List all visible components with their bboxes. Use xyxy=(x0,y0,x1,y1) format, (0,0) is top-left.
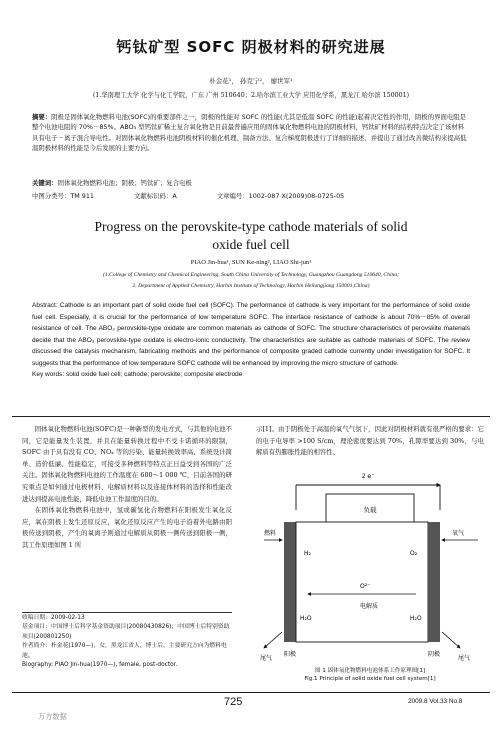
keywords-en xyxy=(32,369,470,381)
class-number: 中图分类号：TM 911 xyxy=(32,192,94,200)
abstract-en-label: Abstract: xyxy=(32,302,58,309)
affiliation-cn: (1.华南理工大学 化学与化工学院，广东 广州 510640；2.哈尔滨工业大学 应用化学系，黑龙江 哈尔滨 150001) xyxy=(92,92,410,99)
electrolyte-layer xyxy=(296,522,428,642)
keywords-en-text: solid oxide fuel cell; cathode; perovskite; composite electrode xyxy=(65,371,243,378)
body-right-column xyxy=(256,424,484,459)
figure-sofc-principle xyxy=(256,460,484,690)
title-en-line2: oxide fuel cell xyxy=(212,237,290,252)
affiliation-en-1: (1.College of Chemistry and Chemical Engineering, South China University of Technology, Guangzhou Guangdong 510640, China; xyxy=(103,272,399,278)
keywords-cn-label: 关键词： xyxy=(32,179,58,187)
load-label: 负载 xyxy=(363,506,377,514)
h2-label: H₂ xyxy=(304,550,311,557)
tail-gas-left-arrow xyxy=(264,632,282,648)
watermark: 万方数据 xyxy=(38,712,67,721)
abstract-cn xyxy=(32,112,470,154)
title-en-line1: Progress on the perovskite-type cathode materials of solid xyxy=(94,219,408,234)
article-number: 文章编号：1002-087 X(2009)08-0725-05 xyxy=(216,192,345,200)
tail-gas-left-label: 尾气 xyxy=(260,655,273,662)
body-right-paragraph-1: 示[1]。由于阴极处于高温的氧气气氛下，因此对阴极材料就有很严格的要求：它的电子电导率 >100 S/cm，理论密度要达到 70%，孔隙率要达到 30%，与电解质有热膨胀性能的相容性、 xyxy=(256,425,484,457)
footer-divider xyxy=(12,692,490,693)
abstract-cn-text: 阴极是固体氧化物燃料电池(SOFC)的重要部件之一，阴极的性能对 SOFC 的性能(尤其是低温 SOFC 的性能)起着决定性的作用，阴极的界面电阻是整个电池电阻的 70%－85%。ABO₃ 型钙钛矿稀土复合氧化物是目前最普遍应用的固体氧化物燃料电池的阴极材料，钙钛矿材料的结构特点决定了该材料具有电子－离子混合导电性。对固体氧化物燃料电池阴极材料的催化机理、制备方法、复合梯度阴极进行了详细的描述，并提出了通过改善微结构来提高低温阴极材料的性能是今后发展的主要方向。 xyxy=(32,113,467,153)
figure-caption-en: Fig.1 Principle of solid oxide fuel cell system[1] xyxy=(304,676,436,682)
body-left-paragraph-1: 固体氧化物燃料电池(SOFC)是一种新型的发电方式，与其他的电池不同，它是能量发生装置，并且在能量转换过程中不受卡诺循环的限制，SOFC 由于具有没有 CO、NOₓ 等的污染、能量转换效率高、系统设计简单、造价低廉、性能稳定，可接受多种燃料等特点正日益受到各国的广泛关注。固体氧化物燃料电池的工作温度在 600～1 000 ℃，目前各国的研究重点是如何通过电极材料、电解质材料以及连接体材料的选择和性能改进达到提高电池性能，降低电池工作温度的目的。 xyxy=(22,425,232,503)
body-left-column xyxy=(22,424,232,552)
anode-layer xyxy=(284,522,296,642)
cathode-layer xyxy=(428,522,440,642)
h2o-right-label: H₂O xyxy=(410,615,422,622)
anode-label: 阳极 xyxy=(283,651,297,658)
page-number: 725 xyxy=(224,696,243,708)
footnote-fund: 基金项目：中国博士后科学基金资助项目(20080430826)；中国博士后特别资助项目(200801250) xyxy=(22,624,230,640)
title-cn: 钙钛矿型 SOFC 阴极材料的研究进展 xyxy=(116,38,386,56)
keywords-en-label: Key words: xyxy=(32,371,65,378)
figure-caption-cn: 图 1 固体氧化物燃料电池体系工作原理图[1] xyxy=(314,668,426,674)
affiliation-en-2: 2. Department of Applied Chemistry, Harbin Institute of Technology, Harbin Heilongjiang 150001,China) xyxy=(132,283,370,289)
title-en xyxy=(0,218,502,254)
oxygen-ion-label: O²⁻ xyxy=(360,583,371,590)
cathode-label: 阴极 xyxy=(427,651,441,658)
abstract-en xyxy=(32,300,470,381)
oxygen-label: 氧气 xyxy=(452,530,465,537)
footnote-author: 作者简介：朴金花(1970—)，女，黑龙江省人，博士后，主要研究方向为燃料电池。 xyxy=(22,643,227,659)
body-left-paragraph-2: 在固体氧化物燃料电池中，氢或碳氢化合物燃料在阳极发生氧化反应，氧在阴极上发生还原反应，氧化还原反应产生的电子沿着外电路由阳极传送到阴极，产生的氧离子则通过电解质从阴极一侧传送到阳极一侧，其工作原理如图 1 所 xyxy=(22,506,232,549)
h2o-left-label: H₂O xyxy=(300,615,312,622)
footnotes xyxy=(22,614,232,670)
authors-en: PIAO Jin-hua¹, SUN Ke-ning², LIAO Shi-jun¹ xyxy=(190,259,312,266)
keywords-cn xyxy=(32,178,470,187)
footnote-biography: Biography: PIAO Jin-hua(1970—), female, post-doctor. xyxy=(22,662,178,669)
electron-label: 2 e⁻ xyxy=(361,473,375,480)
classification-row xyxy=(32,191,470,200)
abstract-en-text: Cathode is an important part of solid oxide fuel cell (SOFC). The performance of cathode is very important for the performance of solid oxide fuel cell. Especially, it is crucial for the performance of low temperature SOFC. The interface resistance of cathode is about 70%－85% of overall resistance of cell. The ABO₃ perovskite-type oxidate are common materials as cathode of SOFC. The structure characteristics of perovskite materials decide that the ABO₃ perovskite-type oxidate is electro-ionic conductivity. The characteristics are suitable as cathode materials of SOFC. The review discussed the catalysis mechanism, fabricating methods and the performance of composite graded cathode currently under investigation for SOFC. It suggests that the performance of low temperature SOFC cathode will be enhanced by improving the micro structure of cathode. xyxy=(32,302,470,367)
document-code: 文献标识码：A xyxy=(134,192,177,200)
footnote-received: 收稿日期：2009-02-13 xyxy=(22,615,85,621)
journal-info: 2009.8 Vol.33 No.8 xyxy=(408,698,463,705)
o2-label: O₂ xyxy=(410,550,418,557)
footnote-divider xyxy=(22,612,232,613)
tail-gas-right-label: 尾气 xyxy=(458,655,471,662)
abstract-cn-label: 摘要： xyxy=(32,113,52,121)
electrolyte-label: 电解质 xyxy=(360,603,379,610)
tail-gas-right-arrow xyxy=(442,632,460,648)
keywords-cn-text: 固体氧化物燃料电池；阴极；钙钛矿；复合电极 xyxy=(57,179,192,187)
authors-cn: 朴金花¹， 孙克宁²， 廖世军¹ xyxy=(209,77,293,85)
section-divider xyxy=(12,416,490,417)
fuel-label: 燃料 xyxy=(264,530,277,537)
